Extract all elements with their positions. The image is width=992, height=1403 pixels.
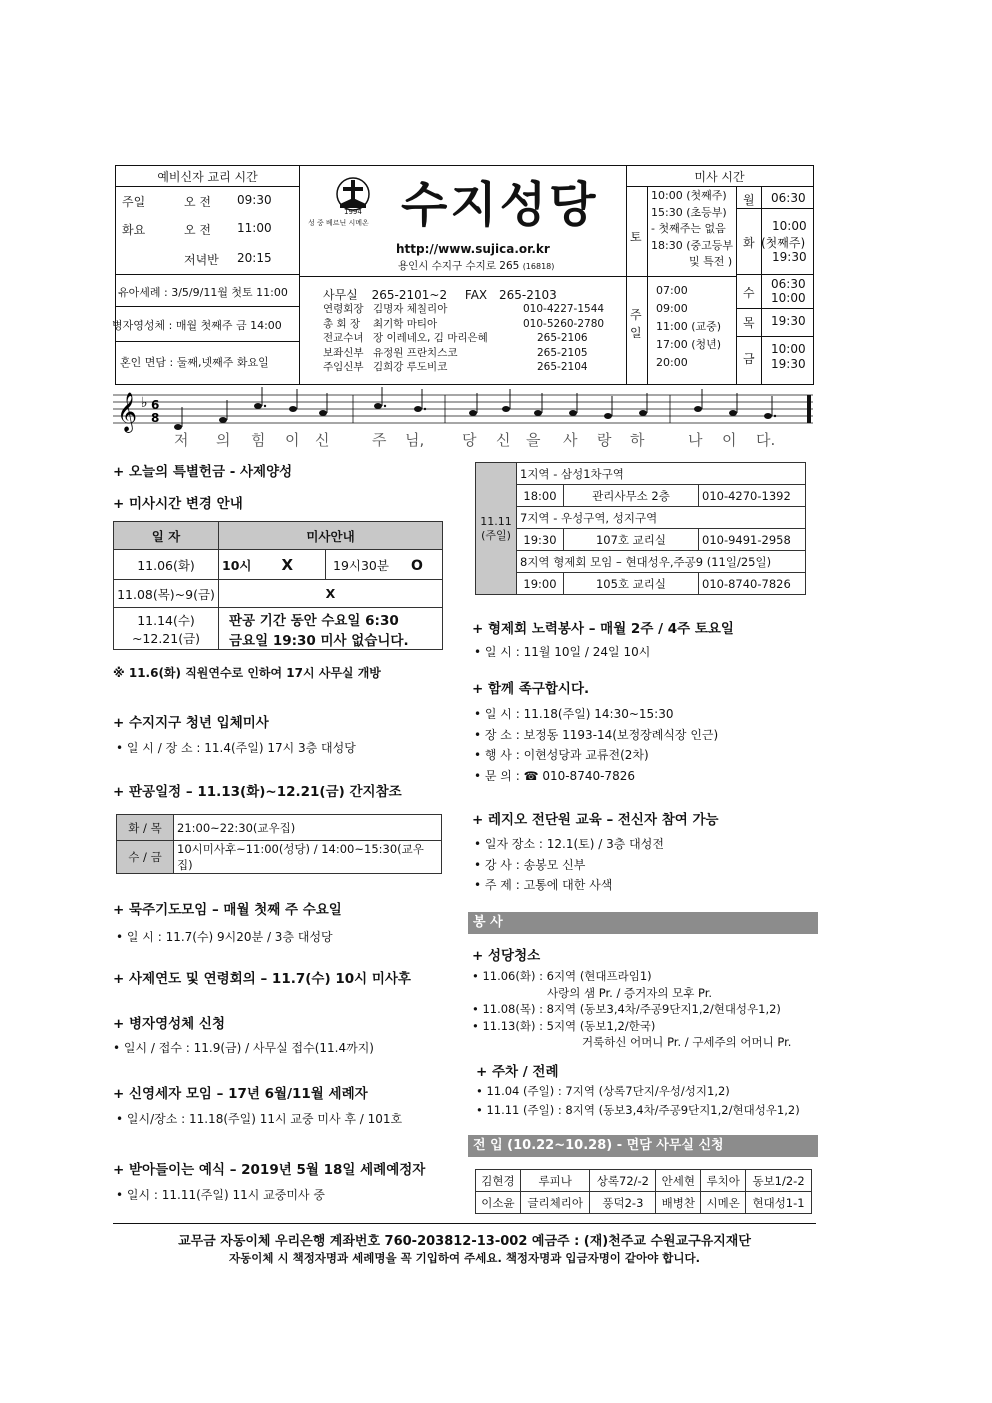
catechumen-row: 주일 오 전 09:30: [122, 193, 272, 209]
catechumen-title: 예비신자 교리 시간: [157, 170, 258, 184]
footer-account: 교무금 자동이체 우리은행 계좌번호 760-203812-13-002 예금주 : (재)천주교 수원교구유지재단: [178, 1234, 751, 1249]
contact-row: 전교수녀 장 이레네오, 김 마리은혜 265-2106: [323, 332, 588, 345]
catechumen-row: 화요 오 전 11:00: [122, 221, 272, 237]
logo-year: 1994: [344, 208, 362, 216]
svg-text:8: 8: [151, 411, 160, 425]
infant-baptism: 유아세례 : 3/5/9/11월 첫토 11:00: [118, 286, 288, 299]
marriage-interview: 혼인 면담 : 둘째,넷째주 화요일: [120, 356, 269, 369]
table-row: 18:00 관리사무소 2층 010-4270-1392: [476, 485, 806, 507]
table-row: 8지역 형제회 모임 – 현대성우,주공9 (11일/25일): [476, 551, 806, 573]
friday-label: 금: [743, 352, 755, 366]
sunday-label: 주일: [630, 308, 642, 340]
wednesday-label: 수: [743, 286, 755, 300]
mass-title: 미사 시간: [694, 170, 745, 184]
svg-text:6: 6: [151, 398, 160, 412]
contact-row: 총 회 장 최기학 마티아 010-5260-2780: [323, 317, 605, 330]
website-link[interactable]: http://www.sujica.or.kr: [396, 242, 550, 256]
move-in-table: [475, 1169, 812, 1214]
parish-name: 수지성당: [401, 177, 599, 233]
memorial-title: + 사제연도 및 연령회의 – 11.7(수) 10시 미사후: [113, 971, 411, 987]
labor-service-title: + 형제회 노력봉사 – 매월 2주 / 4주 토요일: [472, 621, 734, 637]
table-header: 일 자 미사안내: [114, 522, 443, 550]
footvolley-title: + 함께 족구합시다.: [472, 681, 590, 697]
table-row: 이소윤 글리체리아 풍덕2-3 배병찬 시메온 현대성1-1: [476, 1192, 812, 1214]
bulletin-header: 예비신자 교리 시간 주일 오 전 09:30 화요 오 전 11:00 저녁반 20:15 유아세례 : 3/5/9/11월 첫토 11:00 병자영성체 : 매월 첫째주 금 14:00 혼인 면담 : 둘째,넷째주 화요일 1994 성 중 베르닌 시메온 수지성당 http://www.sujica.or.kr 용인시 수지구 수지로 265 (16818) 사무실 265-2101~2 FAX 265-2103 연령회장 김명자 체칠리아 010-4227-1544 총 회 장 최기학 마티아 010-5260-2780 전교수녀 장 이레네오, 김 마리은혜 265-2106 보좌신부 유정원 프란치스코 265-2105 주임신부 김희강 루도비코 265-2104 미사 시간 토 10:00 (첫째주) 15:30 (초등부) - 첫째주는 없음 18:30 (중고등부 및 특전 ) 주일 07:00 09:00 11:00 (교중) 17:00 (청년) 20:00 월 06:30 10:00 화 (첫째주) 19:30 수 06:30 10:00 목 19:30 금 10:00 19:30: [115, 165, 814, 385]
youth-mass-detail: • 일 시 / 장 소 : 11.4(주일) 17시 3층 대성당: [116, 741, 356, 755]
neophyte-detail: • 일시/장소 : 11.18(주일) 11시 교중 미사 후 / 101호: [116, 1112, 403, 1126]
service-bar: 봉 사: [468, 912, 818, 934]
table-row: 화 / 목 21:00~22:30(교우집): [117, 815, 442, 841]
table-row: 수 / 금 10시미사후~11:00(성당) / 14:00~15:30(교우집): [117, 841, 442, 874]
footer-divider: [113, 1223, 816, 1224]
office-phones: 사무실 265-2101~2 FAX 265-2103: [323, 288, 557, 302]
confession-title: + 판공일정 – 11.13(화)~12.21(금) 간지참조: [113, 784, 402, 800]
sick-communion: 병자영성체 : 매월 첫째주 금 14:00: [112, 319, 282, 332]
youth-mass-title: + 수지지구 청년 입체미사: [113, 715, 269, 731]
sunday-times: 07:00 09:00 11:00 (교중) 17:00 (청년) 20:00: [656, 284, 722, 369]
district-table: [475, 462, 806, 595]
move-in-bar: 전 입 (10.22~10.28) - 면담 사무실 신청: [468, 1135, 818, 1157]
table-row: 11.06(화) 10시 X 19시30분 O: [114, 550, 443, 580]
footer-note: 자동이체 시 책정자명과 세례명을 꼭 기입하여 주세요. 책정자명과 입금자명이 같아야 합니다.: [229, 1251, 700, 1265]
table-row: 11.14(수) ~12.21(금) 판공 기간 동안 수요일 6:30 금요일 19:30 미사 없습니다.: [114, 608, 443, 650]
address: 용인시 수지구 수지로 265 (16818): [398, 260, 555, 272]
saturday-label: 토: [630, 230, 642, 244]
labor-service-detail: • 일 시 : 11월 10일 / 24일 10시: [474, 645, 651, 659]
sick-communion-title: + 병자영성체 신청: [113, 1016, 225, 1032]
logo-text: 성 중 베르닌 시메온: [308, 219, 369, 227]
table-row: 19:00 105호 교리실 010-8740-7826: [476, 573, 806, 595]
monday-label: 월: [743, 193, 755, 207]
contact-row: 연령회장 김명자 체칠리아 010-4227-1544: [323, 303, 605, 315]
legio-detail: • 일자 장소 : 12.1(토) / 3층 대성전 • 강 사 : 송봉모 신부 • 주 제 : 고통에 대한 사색: [474, 837, 664, 892]
thursday-label: 목: [743, 316, 755, 330]
saturday-times: 10:00 (첫째주) 15:30 (초등부) - 첫째주는 없음 18:30 (중고등부 및 특전 ): [651, 189, 733, 268]
svg-text:𝄞: 𝄞: [117, 392, 138, 432]
sick-communion-detail: • 일시 / 접수 : 11.9(금) / 사무실 접수(11.4까지): [113, 1041, 374, 1055]
footvolley-detail: • 일 시 : 11.18(주일) 14:30~15:30 • 장 소 : 보정동 1193-14(보정장례식장 인근) • 행 사 : 이현성당과 교류전(2차) • 문 의 : ☎ 010-8740-7826: [474, 707, 719, 783]
monday-time: 06:30: [771, 191, 806, 205]
svg-text:♭: ♭: [141, 395, 148, 411]
mass-change-table: [113, 521, 443, 650]
table-row: 7지역 - 우성구역, 성지구역: [476, 507, 806, 529]
table-row: 김현경 루피나 상록72/-2 안세현 루치아 동보1/2-2: [476, 1170, 812, 1192]
contact-row: 보좌신부 유정원 프란치스코 265-2105: [323, 346, 588, 359]
rosary-title: + 묵주기도모임 – 매월 첫째 주 수요일: [113, 902, 342, 918]
confession-table: [116, 814, 442, 874]
lyrics: 저 의 힘 이 신 주 님, 당 신 을 사 랑 하 나 이 다.: [174, 431, 776, 449]
parking-list: • 11.04 (주일) : 7지역 (상록7단지/우성/성지1,2) • 11.11 (주일) : 8지역 (동보3,4차/주공9단지1,2/현대성우1,2): [476, 1084, 800, 1117]
cleaning-title: + 성당청소: [472, 948, 541, 964]
cleaning-list: • 11.06(화) : 6지역 (현대프라임1) 사랑의 샘 Pr. / 증거자의 모후 Pr. • 11.08(목) : 8지역 (동보3,4차/주공9단지1,2/현대성우1,2) • 11.13(화) : 5지역 (동보1,2/한국) 거룩하신 어머니 Pr. / 구세주의 어머니 Pr.: [472, 969, 792, 1049]
special-offering: + 오늘의 특별헌금 - 사제양성: [113, 464, 293, 480]
office-note: ※ 11.6(화) 직원연수로 인하여 17시 사무실 개방: [113, 666, 381, 680]
parking-title: + 주차 / 전례: [476, 1064, 559, 1080]
rosary-detail: • 일 시 : 11.7(수) 9시20분 / 3층 대성당: [116, 930, 333, 944]
table-row: 11.11 (주일) 1지역 - 삼성1차구역: [476, 463, 806, 485]
contacts-list: [323, 302, 623, 375]
table-row: 19:30 107호 교리실 010-9491-2958: [476, 529, 806, 551]
acceptance-detail: • 일시 : 11.11(주일) 11시 교중미사 중: [116, 1188, 325, 1202]
legio-title: + 레지오 전단원 교육 – 전신자 참여 가능: [472, 812, 719, 828]
contact-row: 주임신부 김희강 루도비코 265-2104: [323, 361, 588, 374]
mass-change-title: + 미사시간 변경 안내: [113, 496, 243, 512]
neophyte-title: + 신영세자 모임 – 17년 6월/11월 세례자: [113, 1086, 368, 1102]
acceptance-title: + 받아들이는 예식 – 2019년 5월 18일 세례예정자: [113, 1162, 426, 1178]
table-row: 11.08(목)~9(금) X: [114, 580, 443, 608]
tuesday-label: 화: [743, 236, 755, 250]
